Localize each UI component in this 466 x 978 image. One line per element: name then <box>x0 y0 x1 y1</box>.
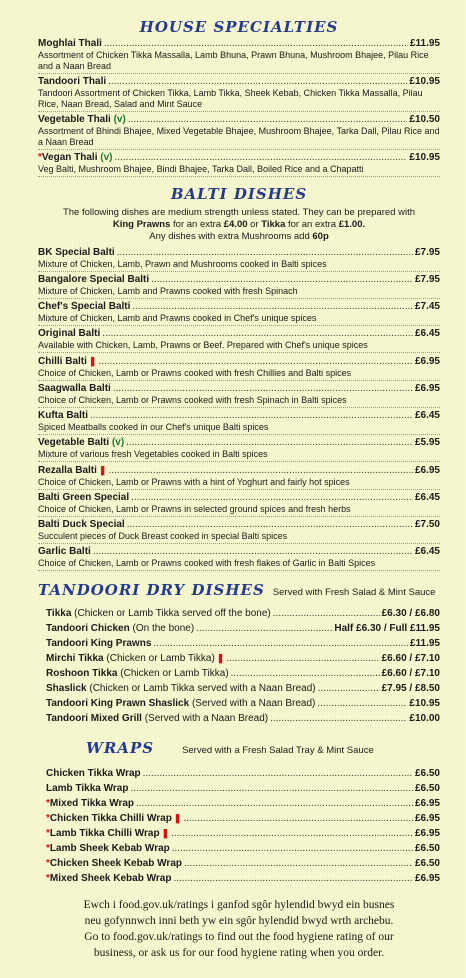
menu-item-description: Choice of Chicken, Lamb or Prawns cooked with fresh flakes of Garlic in Balti Spices <box>38 558 440 571</box>
wraps-heading <box>38 739 440 759</box>
menu-item-line <box>38 328 440 340</box>
footer-line-welsh-2: neu gofynnwch inni beth yw ein sgôr hylendid bwyd wrth archebu. <box>84 915 394 927</box>
leader-dots <box>270 712 407 725</box>
menu-item-description: Choice of Chicken, Lamb or Prawns with a hint of Yoghurt and fairly hot spices <box>38 477 440 490</box>
leader-dots <box>132 301 413 313</box>
menu-item-name <box>46 682 316 695</box>
menu-item-title: Original Balti <box>38 328 101 339</box>
balti-intro-price-prawns: £4.00 <box>223 219 248 230</box>
menu-item-price: £10.50 <box>409 114 440 125</box>
balti-intro-mushrooms: Any dishes with extra Mushrooms add <box>149 231 313 242</box>
vegan-star-icon: * <box>46 813 50 824</box>
balti-intro-tikka: Tikka <box>261 219 286 230</box>
tandoori-note: Served with Fresh Salad & Mint Sauce <box>272 587 436 598</box>
menu-item-name <box>46 872 171 885</box>
menu-item-line <box>38 247 440 259</box>
menu-item-price: £6.95 <box>414 383 440 394</box>
menu-item-name <box>46 782 128 795</box>
menu-item <box>38 492 440 517</box>
menu-item <box>38 857 440 870</box>
menu-item-line <box>38 519 440 531</box>
menu-item-line <box>38 410 440 422</box>
menu-item-subtitle: (Served with a Naan Bread) <box>189 698 316 709</box>
leader-dots <box>183 812 413 825</box>
menu-item <box>38 782 440 795</box>
chilli-pepper-icon: ❚ <box>216 653 225 663</box>
menu-item <box>38 152 440 177</box>
menu-item-name <box>46 842 170 855</box>
menu-item-title: Chicken Tikka Chilli Wrap <box>49 813 172 824</box>
menu-item-line <box>46 712 440 725</box>
menu-item-price: £6.60 / £7.10 <box>381 653 440 664</box>
menu-item-name <box>38 76 106 88</box>
menu-item-title: Tikka <box>46 608 72 619</box>
menu-item <box>38 652 440 665</box>
menu-item-price: £6.50 <box>414 768 440 779</box>
menu-item <box>38 622 440 635</box>
leader-dots <box>184 857 413 870</box>
menu-item-name <box>38 301 130 313</box>
menu-item <box>38 697 440 710</box>
menu-item-title: Vegetable Balti <box>38 437 110 448</box>
menu-item-title: Tandoori Mixed Grill <box>46 713 142 724</box>
menu-item-name <box>38 410 88 422</box>
vegan-star-icon: * <box>46 858 50 869</box>
vegetarian-badge: (v) <box>100 152 113 163</box>
menu-item-line <box>38 546 440 558</box>
menu-item-price: £6.45 <box>414 492 440 503</box>
menu-item-name <box>46 622 194 635</box>
menu-item-line <box>46 637 440 650</box>
menu-item-line <box>46 682 440 695</box>
menu-item-title: Moghlai Thali <box>38 38 102 49</box>
house-specialties-title: HOUSE SPECIALTIES <box>139 18 339 36</box>
leader-dots <box>171 827 413 840</box>
menu-item-price: £6.95 <box>414 873 440 884</box>
menu-item-price: £10.00 <box>409 713 440 724</box>
leader-dots <box>172 842 413 855</box>
menu-item <box>38 682 440 695</box>
menu-item-price: £6.50 <box>414 783 440 794</box>
vegan-star-icon: * <box>46 828 50 839</box>
menu-item-line <box>46 827 440 840</box>
balti-intro-text: for an extra <box>170 219 224 230</box>
vegetarian-badge: (v) <box>113 114 126 125</box>
leader-dots <box>98 356 413 368</box>
menu-item <box>38 519 440 544</box>
menu-item-line <box>46 857 440 870</box>
menu-item-subtitle: (Chicken or Lamb Tikka) <box>103 653 215 664</box>
leader-dots <box>115 152 408 164</box>
menu-item <box>38 712 440 725</box>
menu-item <box>38 797 440 810</box>
menu-item-line <box>46 812 440 825</box>
menu-item-title: Lamb Tikka Wrap <box>46 783 129 794</box>
menu-item-line <box>46 782 440 795</box>
hygiene-footer <box>38 897 440 961</box>
balti-intro-price-mushrooms: 60p <box>312 231 329 242</box>
vegan-star-icon: * <box>46 798 50 809</box>
menu-item <box>38 667 440 680</box>
menu-item <box>38 301 440 326</box>
menu-item-description: Choice of Chicken, Lamb or Prawns cooked with fresh Chillies and Balti spices <box>38 368 440 381</box>
menu-item-price: Half £6.30 / Full £11.95 <box>334 623 440 634</box>
wraps-list <box>38 767 440 885</box>
menu-item <box>38 842 440 855</box>
vegan-star-icon: * <box>38 152 42 163</box>
menu-item-title: BK Special Balti <box>38 247 115 258</box>
menu-item-line <box>38 492 440 504</box>
menu-item-name <box>38 383 111 395</box>
menu-item-line <box>46 622 440 635</box>
menu-item-price: £6.95 <box>414 813 440 824</box>
menu-item-description: Assortment of Bhindi Bhajee, Mixed Vegetable Bhajee, Mushroom Bhajee, Tarka Dall, Pilau Rice and a Naan Bread <box>38 126 440 150</box>
balti-intro-king-prawns: King Prawns <box>112 219 171 230</box>
menu-item-price: £6.30 / £6.80 <box>381 608 440 619</box>
leader-dots <box>102 328 413 340</box>
balti-intro-text: or <box>247 219 262 230</box>
leader-dots <box>317 697 407 710</box>
wraps-note: Served with a Fresh Salad Tray & Mint Sauce <box>182 745 374 756</box>
leader-dots <box>90 410 413 422</box>
menu-item-title: Balti Duck Special <box>38 519 125 530</box>
chilli-pepper-icon: ❚ <box>88 356 97 366</box>
menu-item-price: £11.95 <box>409 638 440 649</box>
menu-item-description: Available with Chicken, Lamb, Prawns or Beef. Prepared with Chef's unique spices <box>38 340 440 353</box>
menu-item <box>38 437 440 462</box>
balti-list <box>38 247 440 571</box>
menu-item-name <box>38 492 129 504</box>
menu-item-title: Bangalore Special Balti <box>38 274 150 285</box>
menu-item-price: £10.95 <box>409 152 440 163</box>
menu-item <box>38 827 440 840</box>
menu-item-price: £7.95 <box>414 247 440 258</box>
menu-item <box>38 767 440 780</box>
menu-item <box>38 274 440 299</box>
menu-item-price: £7.95 <box>414 274 440 285</box>
menu-item-subtitle: (Served with a Naan Bread) <box>141 713 269 724</box>
menu-item <box>38 607 440 620</box>
menu-item-description: Spiced Meatballs cooked in our Chef's unique Balti spices <box>38 422 440 435</box>
menu-item-name <box>38 355 96 368</box>
menu-item-description: Mixture of Chicken, Lamb, Prawn and Mushrooms cooked in Balti spices <box>38 259 440 272</box>
tandoori-heading <box>38 581 440 601</box>
menu-item-line <box>38 152 440 164</box>
leader-dots <box>108 465 413 477</box>
menu-item <box>38 546 440 571</box>
menu-item-name <box>38 546 91 558</box>
menu-item <box>38 38 440 74</box>
menu-item-line <box>46 652 440 665</box>
tandoori-title: TANDOORI DRY DISHES <box>38 581 265 599</box>
menu-item-line <box>38 114 440 126</box>
menu-item-name <box>46 797 134 810</box>
leader-dots <box>196 622 332 635</box>
leader-dots <box>113 383 413 395</box>
menu-item-line <box>38 383 440 395</box>
menu-item-subtitle: (Chicken or Lamb Tikka served off the bone) <box>71 608 271 619</box>
leader-dots <box>173 872 413 885</box>
vegan-star-icon: * <box>46 873 50 884</box>
leader-dots <box>117 247 413 259</box>
leader-dots <box>127 519 413 531</box>
balti-intro-line1: The following dishes are medium strength unless stated. They can be prepared with <box>62 207 416 218</box>
tandoori-list <box>38 607 440 725</box>
menu-item-name <box>46 767 141 780</box>
house-specialties-section <box>38 18 440 177</box>
menu-item <box>38 114 440 150</box>
menu-item <box>38 872 440 885</box>
menu-item-title: Chilli Balti <box>38 356 87 367</box>
leader-dots <box>273 607 380 620</box>
menu-item-description: Tandoori Assortment of Chicken Tikka, Lamb Tikka, Sheek Kebab, Chicken Tikka Massalla, Pilau Rice, Naan Bread, Salad and Mint Sauce <box>38 88 440 112</box>
menu-item-line <box>38 38 440 50</box>
menu-item-title: Roshoon Tikka <box>46 668 118 679</box>
menu-item-title: Lamb Tikka Chilli Wrap <box>49 828 160 839</box>
menu-item-line <box>46 697 440 710</box>
menu-item-line <box>38 76 440 88</box>
menu-item <box>38 76 440 112</box>
menu-item-name <box>38 38 102 50</box>
menu-item-price: £6.60 / £7.10 <box>381 668 440 679</box>
footer-line-english-2: business, or ask us for our food hygiene rating when you order. <box>93 947 385 959</box>
menu-item-price: £6.45 <box>414 328 440 339</box>
leader-dots <box>318 682 380 695</box>
menu-item-line <box>38 355 440 368</box>
menu-item-description: Mixture of Chicken, Lamb and Prawns cooked with fresh Spinach <box>38 286 440 299</box>
menu-item-line <box>38 464 440 477</box>
menu-item-line <box>46 842 440 855</box>
chilli-pepper-icon: ❚ <box>161 828 170 838</box>
vegan-star-icon: * <box>46 843 50 854</box>
menu-item-description: Choice of Chicken, Lamb or Prawns cooked with fresh Spinach in Balti spices <box>38 395 440 408</box>
menu-item <box>38 355 440 381</box>
leader-dots <box>151 274 413 286</box>
leader-dots <box>93 546 413 558</box>
menu-item-price: £7.45 <box>414 301 440 312</box>
menu-item <box>38 328 440 353</box>
menu-item-title: Tandoori Thali <box>38 76 107 87</box>
leader-dots <box>231 667 380 680</box>
leader-dots <box>131 492 413 504</box>
footer-line-welsh-1: Ewch i food.gov.uk/ratings i ganfod sgôr hylendid bwyd ein busnes <box>83 899 395 911</box>
menu-item-line <box>46 872 440 885</box>
menu-item-name <box>38 247 115 259</box>
menu-item-title: Saagwalla Balti <box>38 383 111 394</box>
menu-item-price: £7.95 / £8.50 <box>381 683 440 694</box>
menu-item-price: £6.95 <box>414 356 440 367</box>
menu-item-name <box>46 827 169 840</box>
menu-item-title: Mixed Tikka Wrap <box>49 798 135 809</box>
menu-item-name <box>38 464 106 477</box>
menu-item-title: Lamb Sheek Kebab Wrap <box>49 843 170 854</box>
menu-item-line <box>46 767 440 780</box>
balti-intro-text: for an extra <box>285 219 339 230</box>
leader-dots <box>126 437 413 449</box>
menu-item-price: £6.95 <box>414 465 440 476</box>
menu-item <box>38 410 440 435</box>
menu-item-description: Choice of Chicken, Lamb or Prawns in selected ground spices and fresh herbs <box>38 504 440 517</box>
leader-dots <box>153 637 408 650</box>
leader-dots <box>128 114 408 126</box>
menu-item-line <box>38 301 440 313</box>
balti-title: BALTI DISHES <box>170 185 308 203</box>
menu-item-title: Mixed Sheek Kebab Wrap <box>49 873 172 884</box>
menu-item <box>38 637 440 650</box>
menu-item-name <box>46 607 271 620</box>
menu-item-subtitle: (Chicken or Lamb Tikka served with a Naan Bread) <box>86 683 316 694</box>
menu-item-price: £11.95 <box>409 38 440 49</box>
menu-item-title: Tandoori King Prawn Shaslick <box>46 698 190 709</box>
balti-intro <box>38 207 440 243</box>
menu-item-price: £10.95 <box>409 76 440 87</box>
menu-item-name <box>46 667 229 680</box>
menu-item-price: £6.45 <box>414 410 440 421</box>
menu-item-line <box>46 607 440 620</box>
menu-item-name <box>38 519 125 531</box>
menu-item-price: £10.95 <box>409 698 440 709</box>
menu-item-description: Assortment of Chicken Tikka Massalla, Lamb Bhuna, Prawn Bhuna, Mushroom Bhajee, Pilau Rice and a Naan Bread <box>38 50 440 74</box>
menu-item-title: Vegan Thali <box>41 152 98 163</box>
menu-item-description: Mixture of Chicken, Lamb and Prawns cooked in Chef's unique spices <box>38 313 440 326</box>
menu-item-price: £6.95 <box>414 798 440 809</box>
footer-line-english-1: Go to food.gov.uk/ratings to find out the food hygiene rating of our <box>84 931 394 943</box>
menu-item-description: Veg Balti, Mushroom Bhajee, Bindi Bhajee, Tarka Dall, Boiled Rice and a Chapatti <box>38 164 440 177</box>
menu-item-subtitle: (Chicken or Lamb Tikka) <box>117 668 229 679</box>
menu-item-price: £6.50 <box>414 843 440 854</box>
menu-item-line <box>38 437 440 449</box>
menu-item-name <box>46 697 315 710</box>
menu-item-price: £6.45 <box>414 546 440 557</box>
menu-item-name <box>46 857 182 870</box>
menu-item <box>38 247 440 272</box>
menu-item-name <box>46 812 181 825</box>
menu-item-line <box>46 797 440 810</box>
leader-dots <box>136 797 413 810</box>
menu-item-title: Chicken Tikka Wrap <box>46 768 141 779</box>
house-specialties-list <box>38 38 440 177</box>
menu-item-name <box>46 652 224 665</box>
menu-item-name <box>38 152 113 164</box>
leader-dots <box>108 76 407 88</box>
menu-item-line <box>46 667 440 680</box>
menu-item-title: Mirchi Tikka <box>46 653 104 664</box>
menu-item-title: Rezalla Balti <box>38 465 97 476</box>
menu-item-price: £6.95 <box>414 828 440 839</box>
menu-item-price: £7.50 <box>414 519 440 530</box>
menu-item-name <box>46 712 268 725</box>
menu-item-description: Mixture of various fresh Vegetables cooked in Balti spices <box>38 449 440 462</box>
vegetarian-badge: (v) <box>111 437 125 448</box>
menu-item-name <box>38 274 149 286</box>
menu-item-name <box>38 114 126 126</box>
menu-item-description: Succulent pieces of Duck Breast cooked in special Balti spices <box>38 531 440 544</box>
leader-dots <box>130 782 413 795</box>
menu-item-title: Tandoori Chicken <box>46 623 130 634</box>
menu-item-title: Chicken Sheek Kebab Wrap <box>49 858 182 869</box>
menu-item-subtitle: (On the bone) <box>129 623 195 634</box>
menu-item-title: Vegetable Thali <box>38 114 111 125</box>
menu-item-price: £6.50 <box>414 858 440 869</box>
leader-dots <box>143 767 413 780</box>
menu-item-title: Tandoori King Prawns <box>46 638 152 649</box>
chilli-pepper-icon: ❚ <box>98 465 107 475</box>
leader-dots <box>104 38 408 50</box>
menu-item <box>38 812 440 825</box>
menu-item-name <box>46 637 151 650</box>
menu-item-name <box>38 328 100 340</box>
balti-intro-price-tikka: £1.00. <box>338 219 366 230</box>
menu-item-line <box>38 274 440 286</box>
menu-item <box>38 383 440 408</box>
menu-item-title: Balti Green Special <box>38 492 130 503</box>
menu-item-title: Chef's Special Balti <box>38 301 131 312</box>
balti-section <box>38 185 440 571</box>
menu-item-title: Shaslick <box>46 683 87 694</box>
leader-dots <box>226 652 379 665</box>
chilli-pepper-icon: ❚ <box>173 813 182 823</box>
wraps-title: WRAPS <box>86 739 155 757</box>
menu-item-name <box>38 437 124 449</box>
menu-item <box>38 464 440 490</box>
menu-item-price: £5.95 <box>414 437 440 448</box>
menu-item-title: Garlic Balti <box>38 546 91 557</box>
menu-item-title: Kufta Balti <box>38 410 88 421</box>
